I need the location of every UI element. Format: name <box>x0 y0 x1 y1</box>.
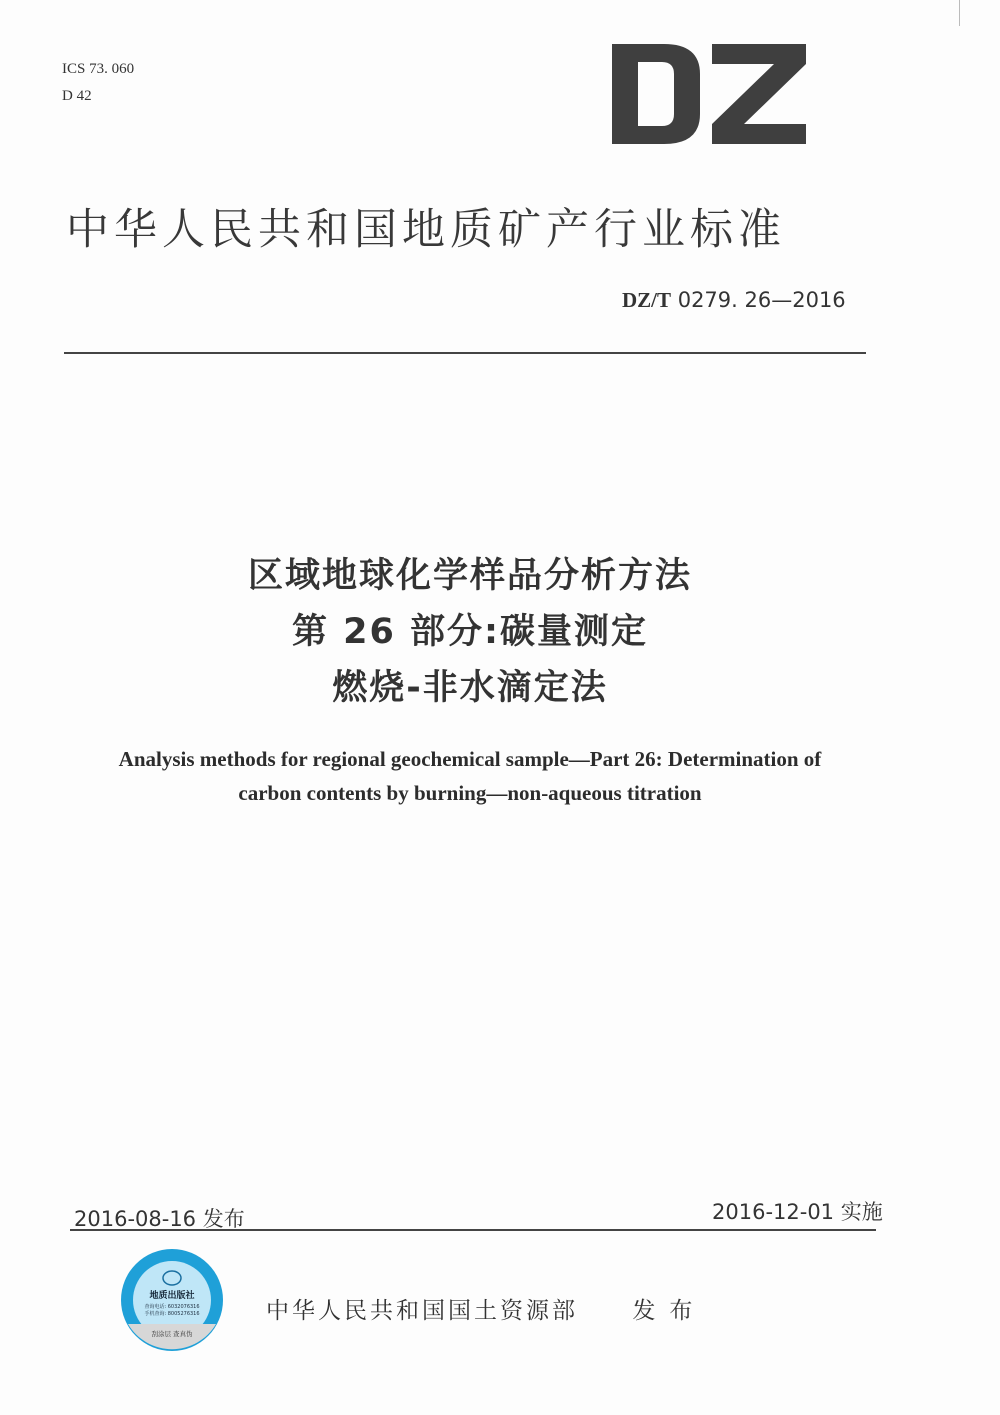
seal-phone-line: 查询电话: 6032076316 <box>144 1304 200 1310</box>
publisher-name: 中华人民共和国国土资源部 <box>266 1298 578 1324</box>
dz-logo <box>612 44 806 144</box>
publish-date: 2016-08-16 发布 <box>74 1207 245 1231</box>
implementation-date: 2016-12-01 实施 <box>712 1200 883 1224</box>
scan-edge-mark <box>959 0 960 26</box>
seal-publisher-name: 地质出版社 <box>149 1291 195 1301</box>
title-cn-line-2: 第 26 部分:碳量测定 <box>291 612 649 652</box>
anti-counterfeit-seal <box>120 1248 224 1352</box>
standard-number-value: 0279. 26—2016 <box>677 288 846 312</box>
footer-divider <box>70 1229 876 1231</box>
publisher-action: 发布 <box>632 1298 707 1324</box>
title-cn-line-1: 区域地球化学样品分析方法 <box>247 556 692 596</box>
ccs-code: D 42 <box>62 88 92 104</box>
title-en-line-2: carbon contents by burning—non-aqueous titration <box>238 781 702 805</box>
seal-mobile-line: 手机查询: 8005276316 <box>144 1311 200 1317</box>
document-title-en <box>70 742 870 810</box>
title-en-line-1: Analysis methods for regional geochemical sample—Part 26: Determination of <box>118 747 822 771</box>
standard-number-prefix: DZ/T <box>622 288 672 312</box>
ics-code: ICS 73. 060 <box>62 61 135 77</box>
standard-category-title: 中华人民共和国地质矿产行业标准 <box>66 205 786 255</box>
header-divider <box>64 352 866 354</box>
publisher-line <box>266 1292 706 1325</box>
classification-codes <box>62 56 134 110</box>
dz-logo-letter-d <box>612 44 700 144</box>
seal-scratch-label: 刮涂层 查真伪 <box>151 1330 193 1338</box>
standard-number <box>622 288 846 313</box>
document-title-cn <box>150 548 790 716</box>
dz-logo-letter-z <box>712 44 806 144</box>
title-cn-line-3: 燃烧-非水滴定法 <box>332 668 608 708</box>
